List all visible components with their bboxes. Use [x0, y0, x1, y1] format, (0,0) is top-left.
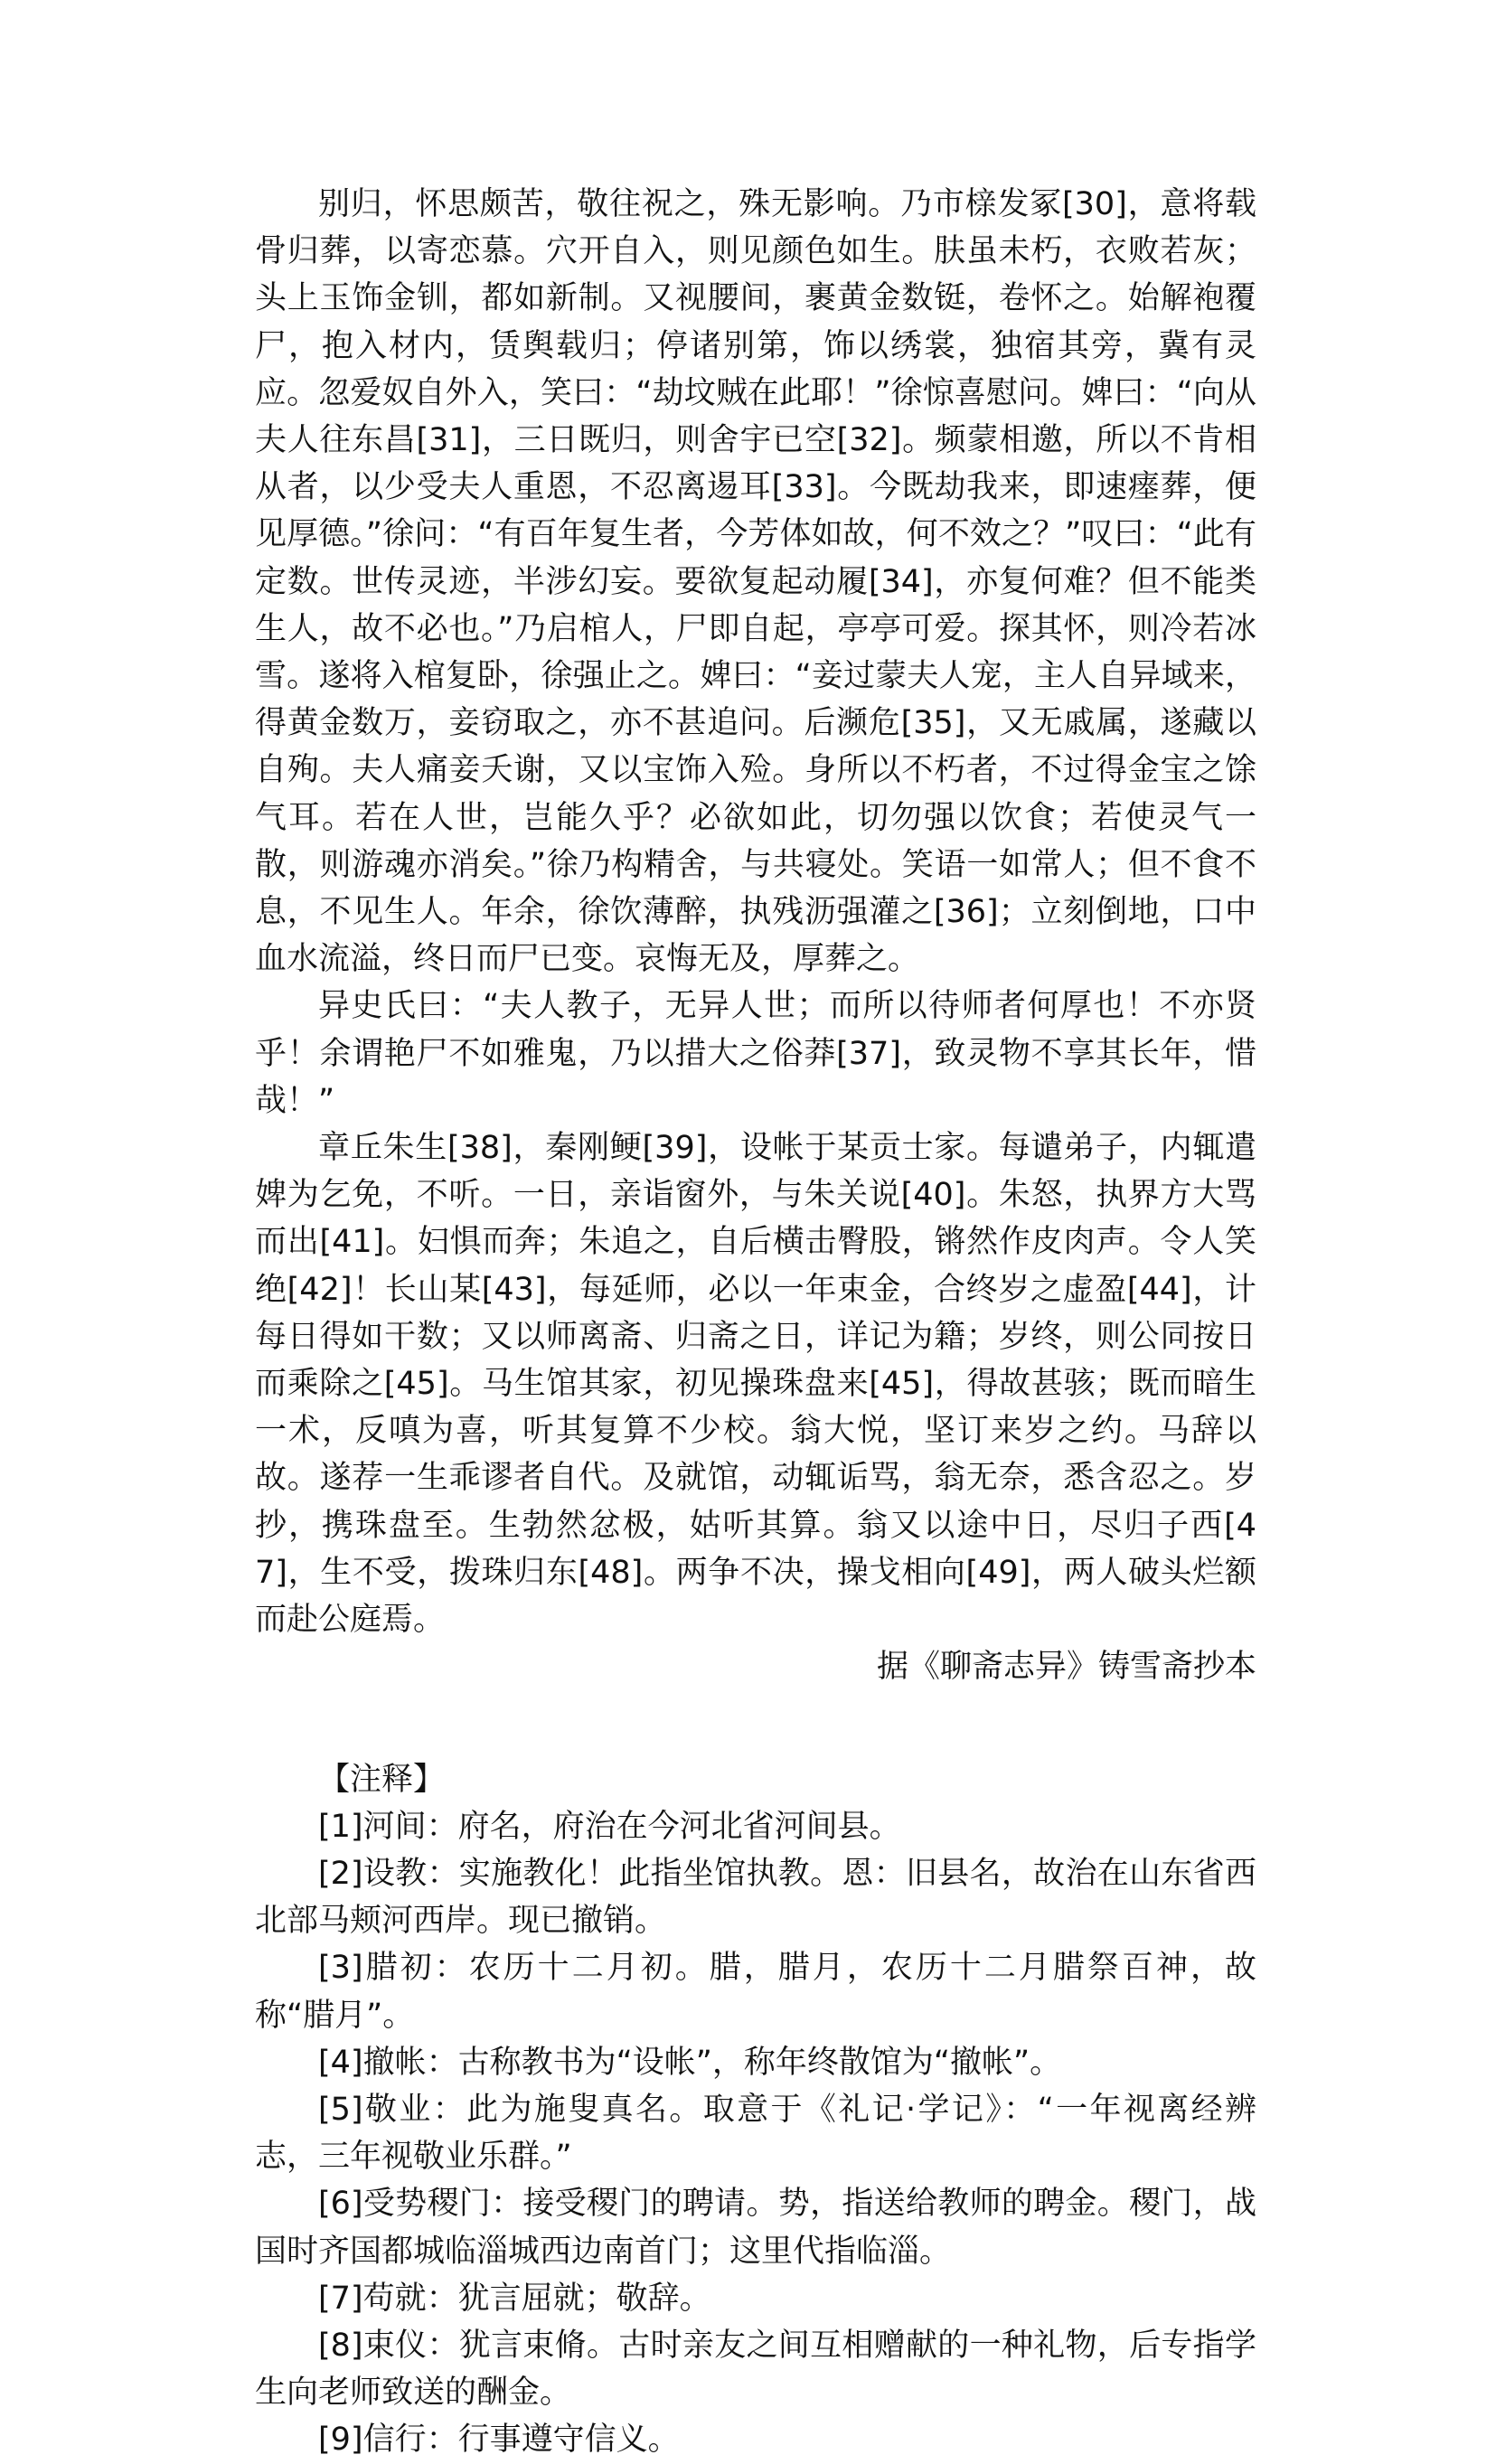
note-item-2: [2]设教：实施教化！此指坐馆执教。恩：旧县名，故治在山东省西北部马颊河西岸。现已撤销。 [255, 1855, 1256, 1940]
note-item-6: [6]受势稷门：接受稷门的聘请。势，指送给教师的聘金。稷门，战国时齐国都城临淄城西边南首门；这里代指临淄。 [255, 2186, 1256, 2270]
section-gap [255, 1691, 1256, 1756]
note-item-9: [9]信行：行事遵守信义。 [318, 2422, 680, 2459]
body-paragraph-1: 别归，怀思颇苦，敬往祝之，殊无影响。乃市榇发冢[30]，意将载骨归葬，以寄恋慕。穴开自入，则见颜色如生。肤虽未朽，衣败若灰；头上玉饰金钏，都如新制。又视腰间，裹黄金数铤，卷怀之。始解袍覆尸，抱入材内，赁舆载归；停诸别第，饰以绣裳，独宿其旁，冀有灵应。忽爱奴自外入，笑曰：“劫坟贼在此耶！”徐惊喜慰问。婢曰：“向从夫人往东昌[31]，三日既归，则舍宇已空[32]。频蒙相邀，所以不肯相从者，以少受夫人重恩，不忍离逷耳[33]。今既劫我来，即速瘗葬，便见厚德。”徐问：“有百年复生者，今芳体如故，何不效之？”叹曰：“此有定数。世传灵迹，半涉幻妄。要欲复起动履[34]，亦复何难？但不能类生人，故不必也。”乃启棺人，尸即自起，亭亭可爱。探其怀，则冷若冰雪。遂将入棺复卧，徐强止之。婢曰：“妾过蒙夫人宠，主人自异域来，得黄金数万，妾窃取之，亦不甚追问。后濒危[35]，又无戚属，遂藏以自殉。夫人痛妾夭谢，又以宝饰入殓。身所以不朽者，不过得金宝之馀气耳。若在人世，岂能久乎？必欲如此，切勿强以饮食；若使灵气一散，则游魂亦消矣。”徐乃构精舍，与共寝处。笑语一如常人；但不食不息，不见生人。年余，徐饮薄醉，执残沥强灌之[36]；立刻倒地，口中血水流溢，终日而尸已变。哀悔无及，厚葬之。 [255, 186, 1256, 978]
notes-heading: 【注释】 [318, 1761, 446, 1798]
note-item-1: [1]河间：府名，府治在今河北省河间县。 [318, 1808, 901, 1845]
note-item-4: [4]撤帐：古称教书为“设帐”，称年终散馆为“撤帐”。 [318, 2044, 1062, 2081]
document-page [255, 181, 1256, 2464]
body-paragraph-2: 异史氏曰：“夫人教子，无异人世；而所以待师者何厚也！不亦贤乎！余谓艳尸不如雅鬼，乃以措大之俗莽[37]，致灵物不享其长年，惜哉！” [255, 988, 1256, 1119]
body-paragraph-3: 章丘朱生[38]，秦刚鲠[39]，设帐于某贡士家。每谴弟子，内辄遣婢为乞免，不听。一日，亲诣窗外，与朱关说[40]。朱怒，执界方大骂而出[41]。妇惧而奔；朱追之，自后横击臀股，锵然作皮肉声。令人笑绝[42]！长山某[43]，每延师，必以一年束金，合终岁之虚盈[44]，计每日得如干数；又以师离斋、归斋之日，详记为籍；岁终，则公同按日而乘除之[45]。马生馆其家，初见操珠盘来[45]，得故甚骇；既而暗生一术，反嗔为喜，听其复算不少校。翁大悦，坚订来岁之约。马辞以故。遂荐一生乖谬者自代。及就馆，动辄诟骂，翁无奈，悉含忍之。岁抄，携珠盘至。生勃然忿极，姑听其算。翁又以途中日，尽归子西[47]，生不受，拨珠归东[48]。两争不决，操戈相向[49]，两人破头烂额而赴公庭焉。 [255, 1130, 1256, 1639]
note-item-8: [8]束仪：犹言束脩。古时亲友之间互相赠献的一种礼物，后专指学生向老师致送的酬金。 [255, 2327, 1256, 2412]
note-item-5: [5]敬业：此为施叟真名。取意于《礼记·学记》：“一年视离经辨志，三年视敬业乐群。” [255, 2091, 1256, 2176]
note-item-7: [7]苟就：犹言屈就；敬辞。 [318, 2280, 711, 2317]
note-item-3: [3]腊初：农历十二月初。腊，腊月，农历十二月腊祭百神，故称“腊月”。 [255, 1950, 1256, 2034]
source-attribution: 据《聊斋志异》铸雪斋抄本 [876, 1649, 1256, 1686]
